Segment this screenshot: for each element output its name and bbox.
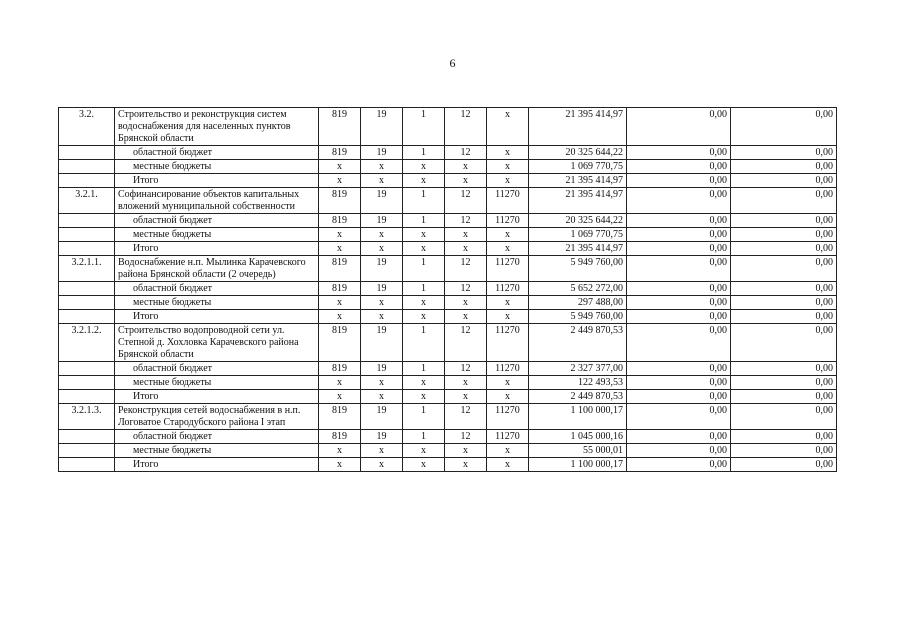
row-col3-cell: x [403, 174, 445, 188]
row-name-cell: Итого [115, 242, 319, 256]
row-amount3-cell: 0,00 [731, 296, 837, 310]
row-col4-cell: 12 [445, 108, 487, 146]
row-amount2-cell: 0,00 [627, 362, 731, 376]
page-number: 6 [449, 56, 456, 70]
table-row-subtotal [59, 310, 837, 324]
row-amount1-cell: 1 069 770,75 [529, 160, 627, 174]
row-col1-cell: x [319, 390, 361, 404]
row-amount3-cell: 0,00 [731, 146, 837, 160]
row-col3-cell: x [403, 296, 445, 310]
row-col5-cell: x [487, 146, 529, 160]
row-col4-cell: 12 [445, 362, 487, 376]
row-col2-cell: 19 [361, 214, 403, 228]
row-name-cell: Водоснабжение н.п. Мылинка Карачевского района Брянской области (2 очередь) [115, 256, 319, 282]
table-row-subtotal [59, 242, 837, 256]
row-col1-cell: 819 [319, 146, 361, 160]
row-amount3-cell: 0,00 [731, 376, 837, 390]
row-code-cell [59, 444, 115, 458]
row-col5-cell: 11270 [487, 324, 529, 362]
row-col2-cell: x [361, 242, 403, 256]
row-name-cell: Итого [115, 310, 319, 324]
row-amount1-cell: 55 000,01 [529, 444, 627, 458]
row-col5-cell: x [487, 108, 529, 146]
table-row-subtotal [59, 430, 837, 444]
row-name-cell: областной бюджет [115, 430, 319, 444]
row-col2-cell: 19 [361, 108, 403, 146]
row-amount2-cell: 0,00 [627, 444, 731, 458]
row-col5-cell: x [487, 160, 529, 174]
row-col3-cell: 1 [403, 256, 445, 282]
row-name-cell: местные бюджеты [115, 296, 319, 310]
row-col2-cell: x [361, 296, 403, 310]
row-col3-cell: 1 [403, 404, 445, 430]
table-row-subtotal [59, 160, 837, 174]
row-amount3-cell: 0,00 [731, 228, 837, 242]
row-col3-cell: x [403, 444, 445, 458]
row-amount3-cell: 0,00 [731, 390, 837, 404]
row-amount1-cell: 21 395 414,97 [529, 108, 627, 146]
row-col5-cell: 11270 [487, 282, 529, 296]
table-row-subtotal [59, 146, 837, 160]
budget-table [58, 107, 837, 472]
table-body [59, 108, 837, 472]
row-col1-cell: 819 [319, 256, 361, 282]
row-col3-cell: 1 [403, 146, 445, 160]
row-col2-cell: 19 [361, 404, 403, 430]
row-col1-cell: x [319, 242, 361, 256]
row-amount2-cell: 0,00 [627, 324, 731, 362]
row-code-cell [59, 390, 115, 404]
row-col2-cell: 19 [361, 256, 403, 282]
table-row-item [59, 188, 837, 214]
table-row-subtotal [59, 228, 837, 242]
table-row-subtotal [59, 282, 837, 296]
row-amount3-cell: 0,00 [731, 108, 837, 146]
row-code-cell [59, 296, 115, 310]
row-amount2-cell: 0,00 [627, 430, 731, 444]
row-amount3-cell: 0,00 [731, 430, 837, 444]
row-amount1-cell: 2 449 870,53 [529, 390, 627, 404]
row-code-cell [59, 242, 115, 256]
row-col1-cell: 819 [319, 108, 361, 146]
row-amount1-cell: 1 069 770,75 [529, 228, 627, 242]
row-code-cell [59, 160, 115, 174]
row-col4-cell: 12 [445, 188, 487, 214]
row-col2-cell: 19 [361, 282, 403, 296]
row-col4-cell: 12 [445, 404, 487, 430]
row-name-cell: областной бюджет [115, 282, 319, 296]
row-amount3-cell: 0,00 [731, 362, 837, 376]
row-amount1-cell: 2 327 377,00 [529, 362, 627, 376]
row-col1-cell: 819 [319, 430, 361, 444]
table-row-subtotal [59, 458, 837, 472]
row-col1-cell: 819 [319, 214, 361, 228]
row-amount2-cell: 0,00 [627, 282, 731, 296]
row-col4-cell: x [445, 444, 487, 458]
table-row-subtotal [59, 214, 837, 228]
row-name-cell: областной бюджет [115, 146, 319, 160]
row-code-cell [59, 430, 115, 444]
row-col2-cell: x [361, 390, 403, 404]
row-amount2-cell: 0,00 [627, 242, 731, 256]
row-col5-cell: 11270 [487, 404, 529, 430]
row-col4-cell: x [445, 228, 487, 242]
row-col3-cell: x [403, 160, 445, 174]
row-col4-cell: 12 [445, 324, 487, 362]
row-name-cell: местные бюджеты [115, 444, 319, 458]
row-amount2-cell: 0,00 [627, 146, 731, 160]
row-col5-cell: x [487, 228, 529, 242]
row-code-cell: 3.2.1. [59, 188, 115, 214]
row-col5-cell: x [487, 310, 529, 324]
row-amount3-cell: 0,00 [731, 404, 837, 430]
row-col3-cell: x [403, 390, 445, 404]
row-col5-cell: x [487, 390, 529, 404]
row-amount1-cell: 20 325 644,22 [529, 214, 627, 228]
row-col2-cell: x [361, 310, 403, 324]
row-amount1-cell: 21 395 414,97 [529, 174, 627, 188]
row-col3-cell: x [403, 458, 445, 472]
row-amount3-cell: 0,00 [731, 282, 837, 296]
row-col1-cell: x [319, 458, 361, 472]
row-amount1-cell: 297 488,00 [529, 296, 627, 310]
row-name-cell: Итого [115, 458, 319, 472]
table-row-subtotal [59, 296, 837, 310]
row-amount3-cell: 0,00 [731, 242, 837, 256]
row-amount1-cell: 122 493,53 [529, 376, 627, 390]
row-col1-cell: x [319, 160, 361, 174]
row-amount2-cell: 0,00 [627, 390, 731, 404]
row-col3-cell: 1 [403, 324, 445, 362]
row-col4-cell: x [445, 390, 487, 404]
row-col3-cell: x [403, 310, 445, 324]
row-amount1-cell: 5 949 760,00 [529, 310, 627, 324]
row-amount1-cell: 21 395 414,97 [529, 242, 627, 256]
row-col2-cell: 19 [361, 146, 403, 160]
row-col3-cell: 1 [403, 282, 445, 296]
row-code-cell [59, 214, 115, 228]
row-code-cell: 3.2.1.1. [59, 256, 115, 282]
row-amount1-cell: 5 652 272,00 [529, 282, 627, 296]
row-col2-cell: x [361, 228, 403, 242]
row-col2-cell: x [361, 444, 403, 458]
table-row-subtotal [59, 444, 837, 458]
row-amount2-cell: 0,00 [627, 108, 731, 146]
row-col1-cell: 819 [319, 188, 361, 214]
row-amount2-cell: 0,00 [627, 256, 731, 282]
row-code-cell [59, 174, 115, 188]
row-amount3-cell: 0,00 [731, 188, 837, 214]
row-amount2-cell: 0,00 [627, 404, 731, 430]
table-row-item [59, 404, 837, 430]
row-code-cell [59, 146, 115, 160]
row-col1-cell: 819 [319, 362, 361, 376]
table-row-item [59, 324, 837, 362]
row-col1-cell: x [319, 310, 361, 324]
row-col4-cell: 12 [445, 256, 487, 282]
row-col5-cell: x [487, 458, 529, 472]
row-amount2-cell: 0,00 [627, 188, 731, 214]
row-amount1-cell: 1 100 000,17 [529, 404, 627, 430]
row-col5-cell: x [487, 376, 529, 390]
row-amount3-cell: 0,00 [731, 214, 837, 228]
row-col3-cell: 1 [403, 188, 445, 214]
table-row-subtotal [59, 376, 837, 390]
row-col4-cell: 12 [445, 430, 487, 444]
row-amount1-cell: 1 100 000,17 [529, 458, 627, 472]
row-col2-cell: x [361, 458, 403, 472]
row-col4-cell: x [445, 296, 487, 310]
row-col5-cell: 11270 [487, 214, 529, 228]
row-col1-cell: 819 [319, 324, 361, 362]
row-col2-cell: 19 [361, 188, 403, 214]
row-col1-cell: x [319, 444, 361, 458]
row-amount2-cell: 0,00 [627, 228, 731, 242]
row-amount2-cell: 0,00 [627, 296, 731, 310]
row-col1-cell: x [319, 376, 361, 390]
row-amount2-cell: 0,00 [627, 310, 731, 324]
row-amount1-cell: 20 325 644,22 [529, 146, 627, 160]
table-row-subtotal [59, 362, 837, 376]
row-code-cell [59, 458, 115, 472]
row-code-cell [59, 228, 115, 242]
row-col2-cell: 19 [361, 324, 403, 362]
row-amount2-cell: 0,00 [627, 376, 731, 390]
row-col5-cell: 11270 [487, 430, 529, 444]
row-name-cell: местные бюджеты [115, 160, 319, 174]
table-row-item [59, 108, 837, 146]
row-col1-cell: 819 [319, 404, 361, 430]
row-name-cell: Строительство водопроводной сети ул. Степной д. Хохловка Карачевского района Брянской области [115, 324, 319, 362]
row-col4-cell: 12 [445, 146, 487, 160]
row-col3-cell: x [403, 376, 445, 390]
row-name-cell: Реконструкция сетей водоснабжения в н.п. Логоватое Стародубского района I этап [115, 404, 319, 430]
row-col4-cell: x [445, 242, 487, 256]
row-col5-cell: 11270 [487, 362, 529, 376]
table-row-subtotal [59, 174, 837, 188]
row-col4-cell: 12 [445, 214, 487, 228]
row-amount1-cell: 21 395 414,97 [529, 188, 627, 214]
row-col2-cell: x [361, 160, 403, 174]
row-col4-cell: x [445, 160, 487, 174]
row-col4-cell: x [445, 310, 487, 324]
row-amount2-cell: 0,00 [627, 160, 731, 174]
row-col3-cell: x [403, 228, 445, 242]
row-col1-cell: x [319, 174, 361, 188]
row-col3-cell: 1 [403, 108, 445, 146]
row-amount3-cell: 0,00 [731, 256, 837, 282]
row-code-cell: 3.2.1.2. [59, 324, 115, 362]
row-amount3-cell: 0,00 [731, 458, 837, 472]
row-col5-cell: x [487, 444, 529, 458]
row-col2-cell: x [361, 174, 403, 188]
row-amount1-cell: 1 045 000,16 [529, 430, 627, 444]
row-code-cell [59, 376, 115, 390]
row-col1-cell: 819 [319, 282, 361, 296]
row-col3-cell: x [403, 242, 445, 256]
row-amount2-cell: 0,00 [627, 458, 731, 472]
row-code-cell: 3.2. [59, 108, 115, 146]
row-amount1-cell: 5 949 760,00 [529, 256, 627, 282]
row-name-cell: областной бюджет [115, 362, 319, 376]
row-col4-cell: x [445, 458, 487, 472]
row-col3-cell: 1 [403, 362, 445, 376]
row-code-cell [59, 362, 115, 376]
row-name-cell: Итого [115, 390, 319, 404]
row-col2-cell: x [361, 376, 403, 390]
row-name-cell: местные бюджеты [115, 228, 319, 242]
row-name-cell: Итого [115, 174, 319, 188]
row-amount3-cell: 0,00 [731, 324, 837, 362]
row-col2-cell: 19 [361, 430, 403, 444]
row-col4-cell: x [445, 174, 487, 188]
row-amount3-cell: 0,00 [731, 444, 837, 458]
row-col3-cell: 1 [403, 430, 445, 444]
table-row-item [59, 256, 837, 282]
row-code-cell [59, 282, 115, 296]
row-col5-cell: x [487, 242, 529, 256]
row-col5-cell: x [487, 296, 529, 310]
row-code-cell [59, 310, 115, 324]
row-amount3-cell: 0,00 [731, 174, 837, 188]
table-row-subtotal [59, 390, 837, 404]
row-amount2-cell: 0,00 [627, 174, 731, 188]
row-col3-cell: 1 [403, 214, 445, 228]
row-col5-cell: 11270 [487, 188, 529, 214]
row-amount3-cell: 0,00 [731, 160, 837, 174]
row-name-cell: Софинансирование объектов капитальных вложений муниципальной собственности [115, 188, 319, 214]
row-col1-cell: x [319, 296, 361, 310]
row-col2-cell: 19 [361, 362, 403, 376]
row-amount2-cell: 0,00 [627, 214, 731, 228]
row-amount1-cell: 2 449 870,53 [529, 324, 627, 362]
row-col5-cell: x [487, 174, 529, 188]
row-col4-cell: 12 [445, 282, 487, 296]
row-name-cell: областной бюджет [115, 214, 319, 228]
row-col5-cell: 11270 [487, 256, 529, 282]
row-code-cell: 3.2.1.3. [59, 404, 115, 430]
row-col1-cell: x [319, 228, 361, 242]
row-col4-cell: x [445, 376, 487, 390]
row-name-cell: Строительство и реконструкция систем водоснабжения для населенных пунктов Брянской области [115, 108, 319, 146]
row-name-cell: местные бюджеты [115, 376, 319, 390]
row-amount3-cell: 0,00 [731, 310, 837, 324]
